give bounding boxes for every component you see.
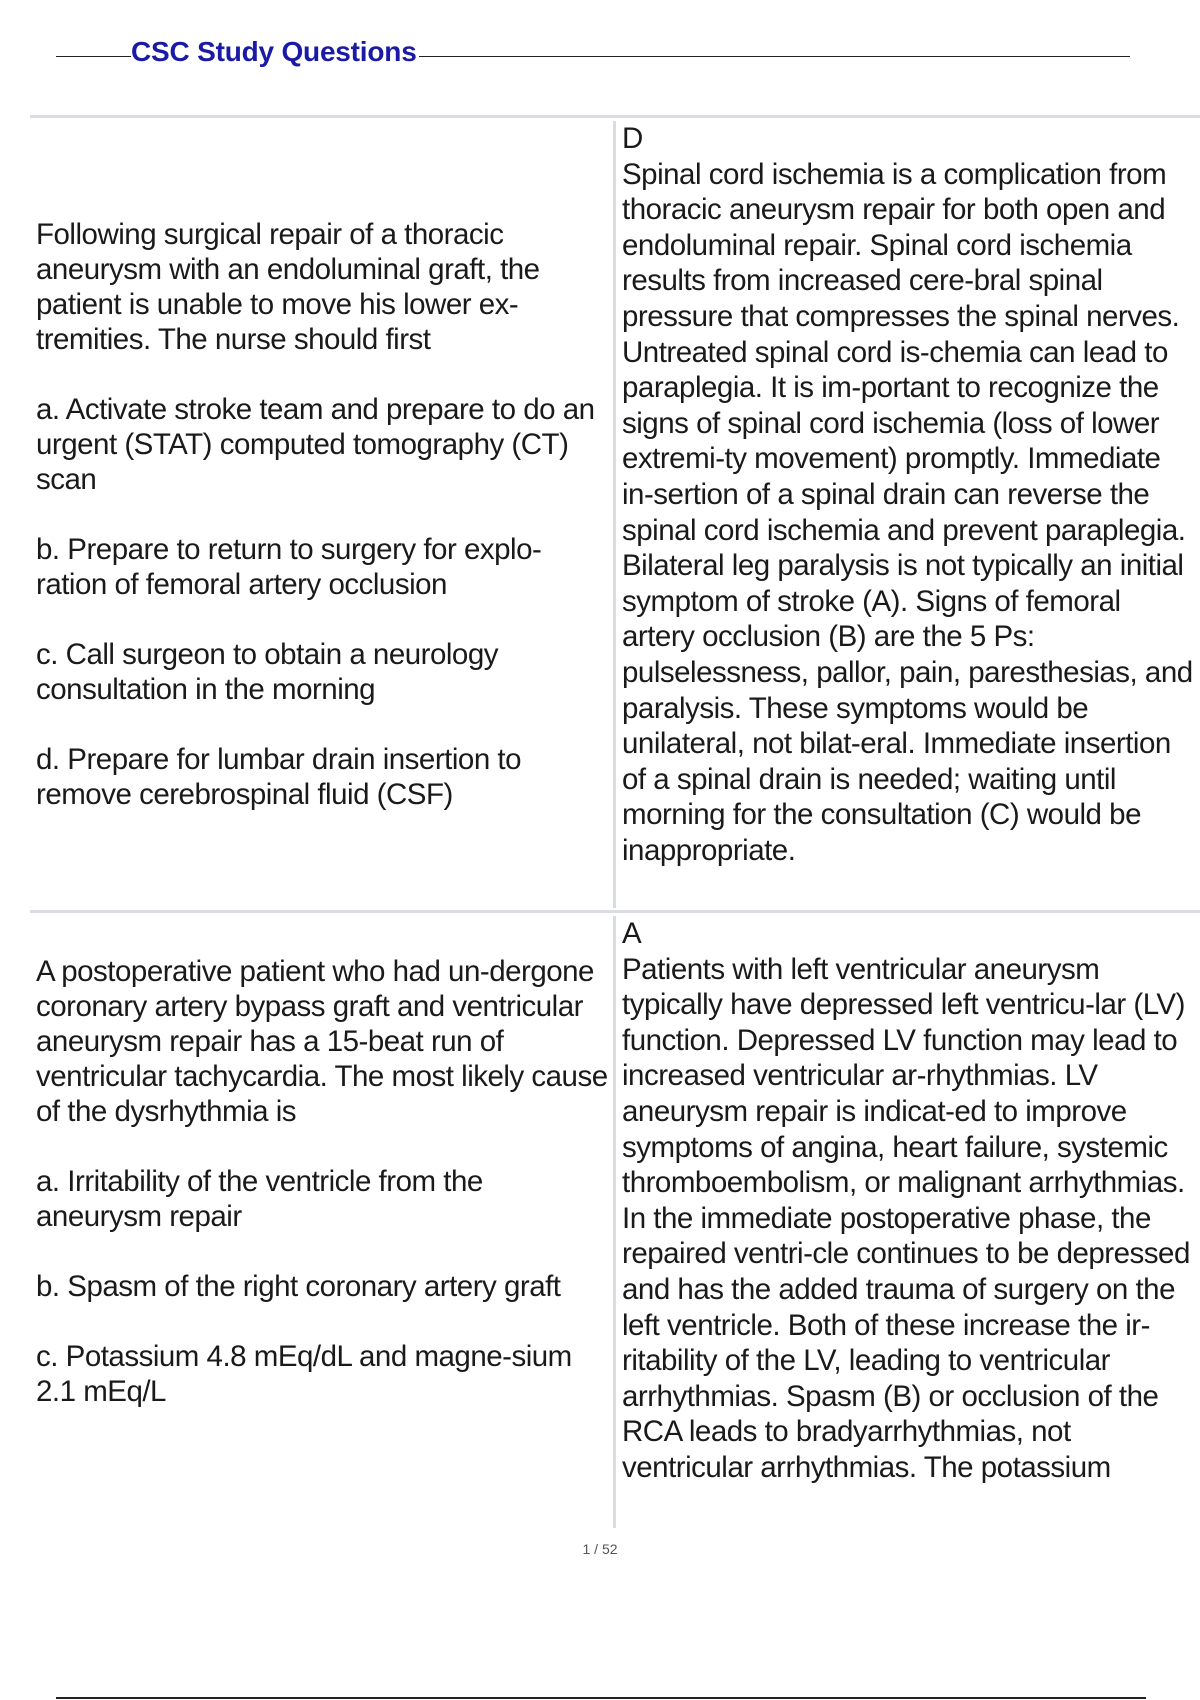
answer-option-c: c. Call surgeon to obtain a neurology consultation in the morning: [36, 638, 498, 706]
answer-option-d: d. Prepare for lumbar drain insertion to remove cerebrospinal fluid (CSF): [36, 743, 522, 811]
question-column: [36, 916, 608, 1528]
document-title: CSC Study Questions: [131, 32, 419, 72]
answer-explanation: Spinal cord ischemia is a complication from thoracic aneurysm repair for both open and endoluminal repair. Spinal cord ischemia results from increased cere-bral spinal pressure that compresses the spinal nerves. Untreated spinal cord is-chemia can lead to paraplegia. It is im-portant to recognize the signs of spinal cord ischemia (loss of lower extremi-ty movement) promptly. Immediate in-sertion of a spinal drain can reverse the spinal cord ischemia and prevent paraplegia. Bilateral leg paralysis is not typically an initial symptom of stroke (A). Signs of femoral artery occlusion (B) are the 5 Ps: pulselessness, pallor, pain, paresthesias, and paralysis. These symptoms would be unilateral, not bilat-eral. Immediate insertion of a spinal drain is needed; waiting until morning for the consultation (C) would be inappropriate.: [622, 157, 1193, 867]
question-text: A postoperative patient who had un-dergone coronary artery bypass graft and ventricular aneurysm repair has a 15-beat run of ventricular tachycardia. The most likely cause of the dysrhythmia is: [36, 955, 608, 1128]
answer-column: [613, 121, 1198, 908]
question-text: Following surgical repair of a thoracic aneurysm with an endoluminal graft, the patient is unable to move his lower ex-tremities. The nurse should first: [36, 218, 540, 356]
flashcard-1: [30, 121, 1200, 908]
answer-letter: A: [622, 917, 642, 950]
answer-column: [613, 916, 1198, 1528]
answer-option-b: b. Spasm of the right coronary artery graft: [36, 1270, 561, 1303]
flashcard-2: [30, 916, 1200, 1528]
answer-option-a: a. Activate stroke team and prepare to do an urgent (STAT) computed tomography (CT) scan: [36, 393, 595, 496]
footer-rule: [56, 1697, 1146, 1699]
card-divider: [30, 115, 1200, 118]
answer-explanation: Patients with left ventricular aneurysm typically have depressed left ventricu-lar (LV) function. Depressed LV function may lead to increased ventricular ar-rhythmias. LV aneurysm repair is indicat-ed to improve symptoms of angina, heart failure, systemic thromboembolism, or malignant arrhythmias. In the immediate postoperative phase, the repaired ventri-cle continues to be depressed and has the added trauma of surgery on the left ventricle. Both of these increase the ir-ritability of the LV, leading to ventricular arrhythmias. Spasm (B) or occlusion of the RCA leads to bradyarrhythmias, not ventricular arrhythmias. The potassium: [622, 952, 1190, 1484]
page-number: 1 / 52: [582, 1541, 618, 1557]
answer-option-b: b. Prepare to return to surgery for explo-ration of femoral artery occlusion: [36, 533, 542, 601]
card-divider: [30, 910, 1200, 913]
question-column: [36, 121, 608, 908]
answer-option-a: a. Irritability of the ventricle from the aneurysm repair: [36, 1165, 483, 1233]
answer-letter: D: [622, 122, 643, 155]
answer-option-c: c. Potassium 4.8 mEq/dL and magne-sium 2.1 mEq/L: [36, 1340, 572, 1408]
